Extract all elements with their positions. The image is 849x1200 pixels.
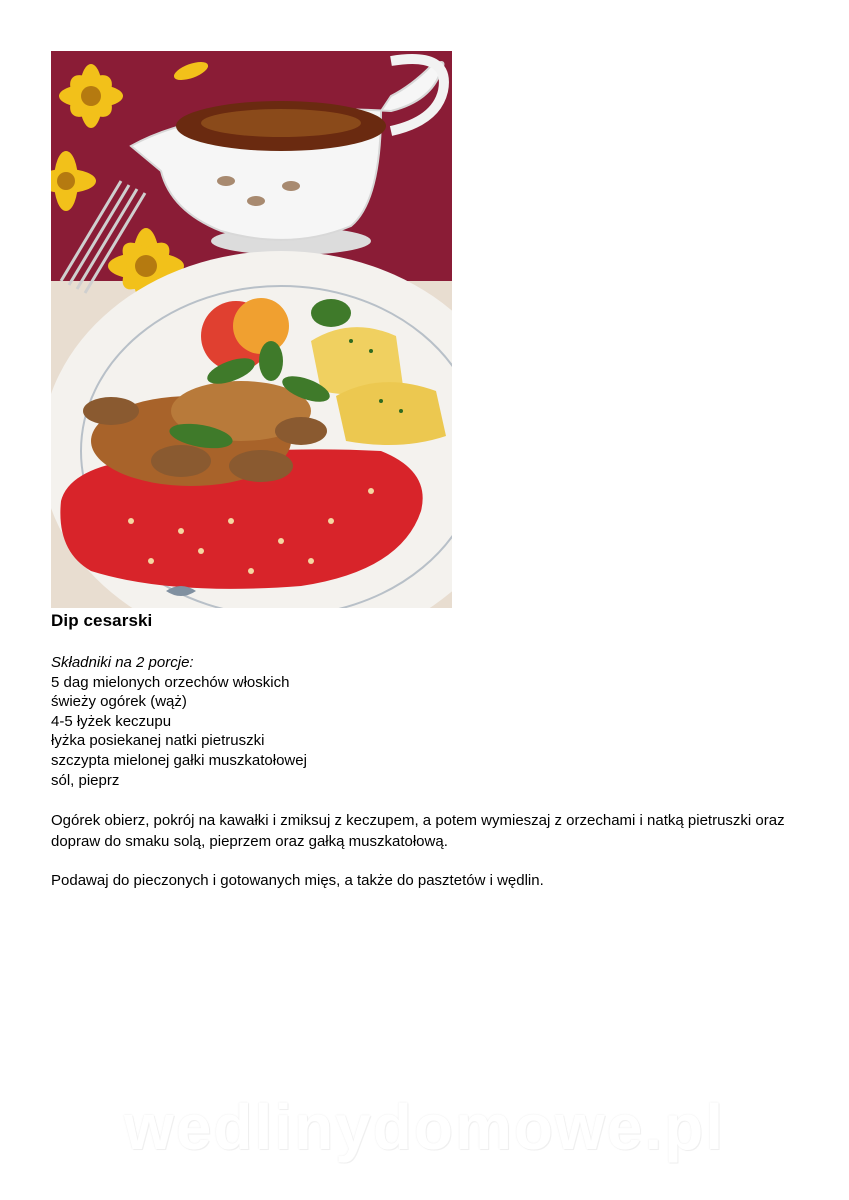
ingredient-item: łyżka posiekanej natki pietruszki <box>51 732 265 750</box>
ingredient-item: 5 dag mielonych orzechów włoskich <box>51 673 290 691</box>
ingredients-heading: Składniki na 2 porcje: <box>51 654 194 671</box>
serving-paragraph: Podawaj do pieczonych i gotowanych mięs, a także do pasztetów i wędlin. <box>51 872 544 889</box>
ingredients-section <box>51 653 307 790</box>
ingredient-item: 4-5 łyżek keczupu <box>51 712 172 730</box>
instructions-paragraph: Ogórek obierz, pokrój na kawałki i zmiksuj z keczupem, a potem wymieszaj z orzechami i natką pietruszki oraz dopraw do smaku solą, pieprzem oraz gałką muszkatołową. <box>51 812 785 850</box>
dish-photo <box>51 51 452 608</box>
ingredient-item: sól, pieprz <box>51 771 120 789</box>
recipe-title: Dip cesarski <box>51 611 153 630</box>
ingredient-item: świeży ogórek (wąż) <box>51 693 187 711</box>
ingredient-item: szczypta mielonej gałki muszkatołowej <box>51 751 307 769</box>
watermark: wedlinydomowe.pl <box>124 1091 725 1163</box>
ingredients-list <box>51 673 307 791</box>
